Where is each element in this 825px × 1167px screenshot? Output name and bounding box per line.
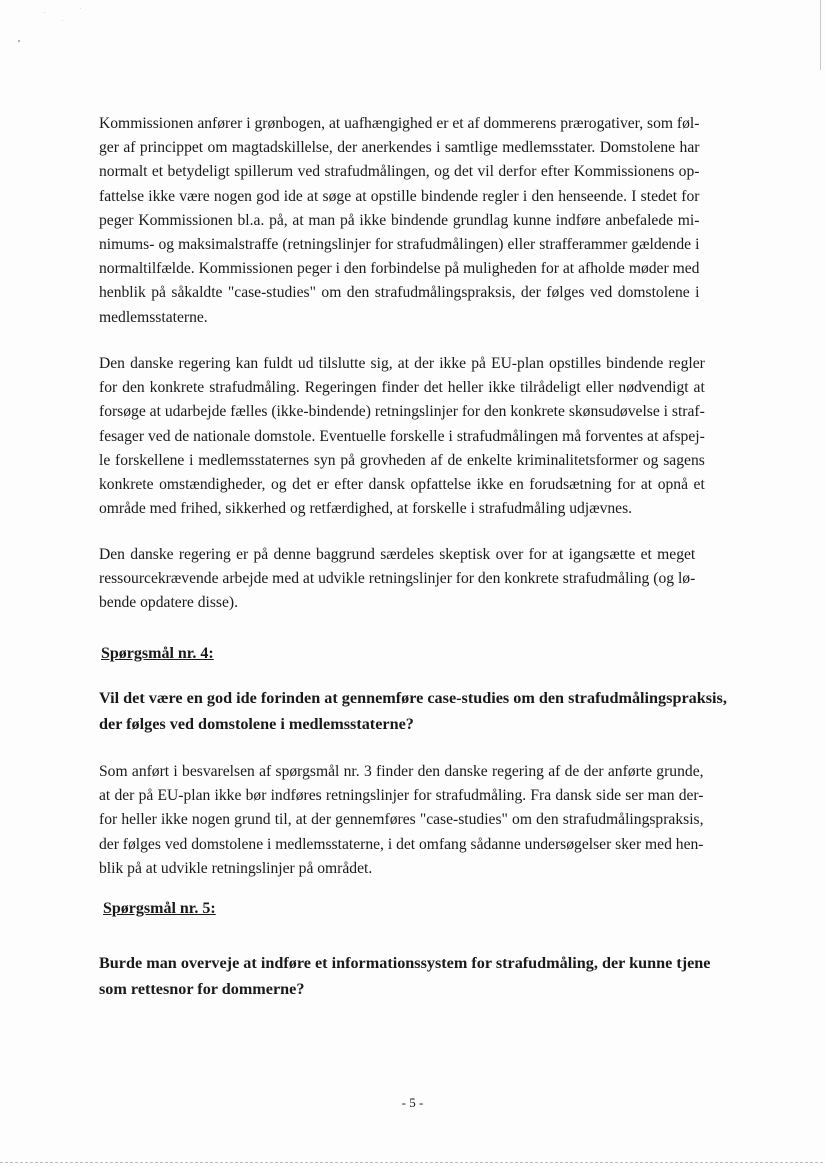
question-4-text bbox=[99, 685, 727, 737]
text-line: som rettesnor for dommerne? bbox=[99, 980, 305, 998]
paragraph-answer-question-4 bbox=[99, 760, 704, 881]
scan-speck bbox=[80, 8, 81, 9]
scan-edge-bottom bbox=[0, 1162, 825, 1163]
text-line: ger af princippet om magtadskillelse, der anerkendes i samtlige medlemsstater. Domstolene har bbox=[99, 139, 700, 157]
text-line: Den danske regering kan fuldt ud tilslutte sig, at der ikke på EU-plan opstilles bindende regler bbox=[99, 355, 705, 372]
page-number: - 5 - bbox=[401, 1095, 424, 1110]
text-line: Burde man overveje at indføre et informationssystem for strafudmåling, der kunne tjene bbox=[99, 954, 711, 972]
text-line: blik på at udvikle retningslinjer på området. bbox=[99, 859, 373, 877]
text-line: Vil det være en god ide forinden at gennemføre case-studies om den strafudmålingspraksis, bbox=[99, 689, 727, 707]
text-line: for heller ikke nogen grund til, at der gennemføres "case-studies" om den strafudmålingspraksis, bbox=[99, 811, 704, 829]
text-line: Som anført i besvarelsen af spørgsmål nr. 3 finder den danske regering af de der anførte grunde, bbox=[99, 763, 704, 780]
text-line: bende opdatere disse). bbox=[99, 594, 238, 612]
text-line: normalt et betydeligt spillerum ved strafudmålingen, og det vil derfor efter Kommissionens op- bbox=[99, 163, 700, 181]
scan-speck bbox=[18, 40, 20, 42]
paragraph-commission-greenbook bbox=[99, 112, 699, 330]
text-line: område med frihed, sikkerhed og retfærdighed, at forskelle i strafudmåling udjævnes. bbox=[99, 500, 633, 518]
scan-speck bbox=[44, 12, 45, 13]
text-line: Den danske regering er på denne baggrund særdeles skeptisk over for at igangsætte et meget bbox=[99, 546, 696, 563]
text-line: der følges ved domstolene i medlemsstaterne, i det omfang sådanne undersøgelser sker med hen- bbox=[99, 835, 704, 853]
scan-edge-right bbox=[820, 0, 821, 70]
text-line: fesager ved de nationale domstole. Eventuelle forskelle i strafudmålingen må forventes at afspej- bbox=[99, 427, 705, 445]
text-line: peger Kommissionen bl.a. på, at man på ikke bindende grundlag kunne indføre anbefalede mi- bbox=[99, 211, 700, 229]
text-line: Kommissionen anfører i grønbogen, at uafhængighed er et af dommerens prærogativer, som føl- bbox=[99, 115, 700, 132]
text-line: konkrete omstændigheder, og det er efter dansk opfattelse ikke en forudsætning for at opnå et bbox=[99, 476, 705, 494]
text-line: fattelse ikke være nogen god ide at søge at opstille bindende regler i den henseende. I stedet for bbox=[99, 187, 700, 205]
heading-question-4: Spørgsmål nr. 4: bbox=[101, 645, 214, 662]
text-line: for den konkrete strafudmåling. Regeringen finder det heller ikke tilrådeligt eller nødvendigt at bbox=[99, 379, 705, 397]
text-line: normaltilfælde. Kommissionen peger i den forbindelse på muligheden for at afholde møder med bbox=[99, 260, 700, 278]
paragraph-danish-government-position bbox=[99, 352, 705, 521]
question-5-text bbox=[99, 950, 710, 1002]
text-line: medlemsstaterne. bbox=[99, 308, 208, 326]
text-line: le forskellene i medlemsstaternes syn på grovheden af de enkelte kriminalitetsformer og sagens bbox=[99, 451, 705, 469]
scan-speck bbox=[62, 20, 63, 21]
text-line: nimums- og maksimalstraffe (retningslinjer for strafudmålingen) eller strafferammer gældende i bbox=[99, 236, 700, 254]
text-line: ressourcekrævende arbejde med at udvikle retningslinjer for den konkrete strafudmåling (og lø- bbox=[99, 570, 696, 588]
paragraph-skeptical-stance bbox=[99, 543, 695, 616]
text-line: der følges ved domstolene i medlemsstaterne? bbox=[99, 715, 414, 733]
text-line: forsøge at udarbejde fælles (ikke-bindende) retningslinjer for den konkrete skønsudøvelse i straf- bbox=[99, 403, 705, 421]
text-line: at der på EU-plan ikke bør indføres retningslinjer for strafudmåling. Fra dansk side ser man der- bbox=[99, 787, 704, 805]
heading-question-5: Spørgsmål nr. 5: bbox=[103, 900, 216, 917]
text-line: henblik på såkaldte "case-studies" om den strafudmålingspraksis, der følges ved domstolene i bbox=[99, 284, 700, 302]
